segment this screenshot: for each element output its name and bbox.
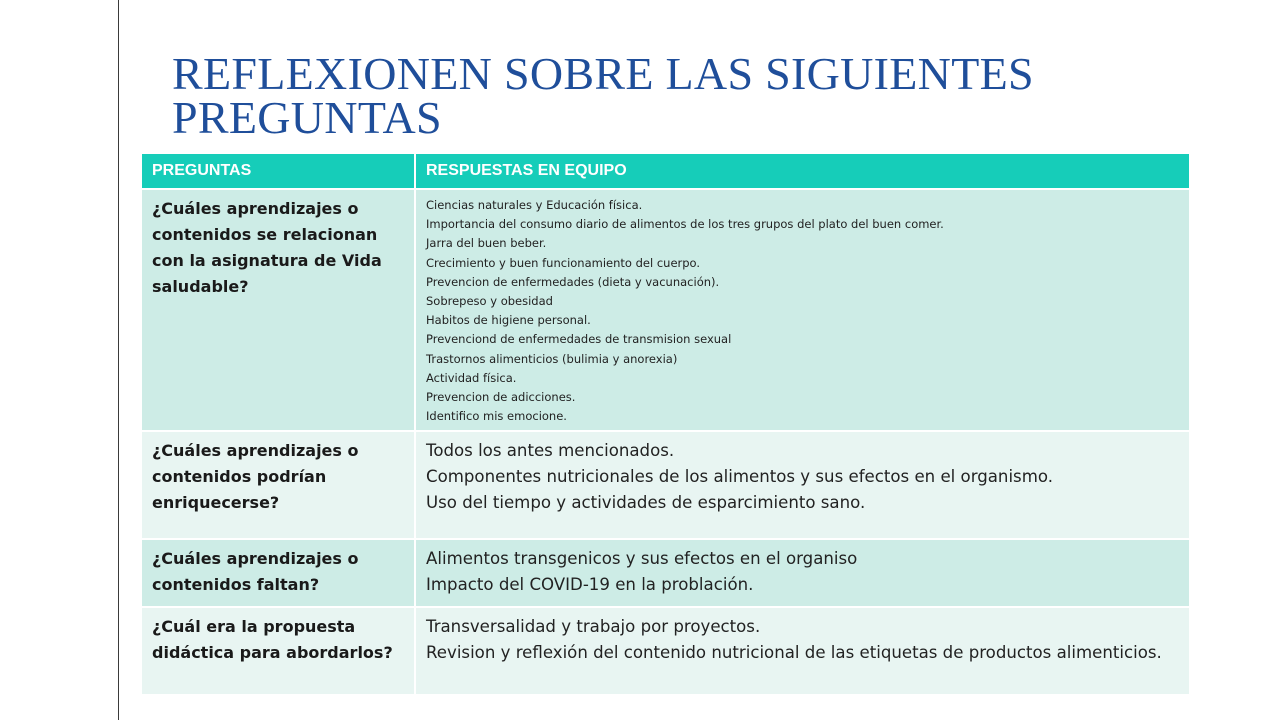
header-questions: PREGUNTAS [141, 153, 415, 189]
answer-line: Prevenciond de enfermedades de transmision sexual [426, 332, 732, 347]
answer-line: Transversalidad y trabajo por proyectos. [426, 617, 761, 637]
table-row [141, 539, 1190, 607]
answer-line: Jarra del buen beber. [426, 236, 547, 251]
answer-line: Importancia del consumo diario de alimentos de los tres grupos del plato del buen comer. [426, 217, 944, 232]
answer-line: Crecimiento y buen funcionamiento del cuerpo. [426, 255, 701, 270]
answer-line: Uso del tiempo y actividades de esparcimiento sano. [426, 493, 866, 513]
answer-line: Sobrepeso y obesidad [426, 294, 553, 309]
table-row [141, 607, 1190, 695]
answer-line: Ciencias naturales y Educación física. [426, 198, 643, 212]
question-cell: ¿Cuáles aprendizajes o contenidos se relacionan con la asignatura de Vida saludable? [141, 189, 415, 431]
answer-line: Alimentos transgenicos y sus efectos en el organiso [426, 549, 858, 569]
header-team-answers: RESPUESTAS EN EQUIPO [415, 153, 1190, 189]
answer-line: Prevencion de adicciones. [426, 390, 576, 405]
answer-line: Actividad física. [426, 370, 517, 385]
table-row [141, 431, 1190, 539]
answer-cell [415, 539, 1190, 607]
answer-line: Componentes nutricionales de los alimentos y sus efectos en el organismo. [426, 467, 1053, 487]
answer-line: Todos los antes mencionados. [426, 441, 675, 461]
answer-cell [415, 189, 1190, 431]
questions-table [140, 152, 1191, 696]
table-row [141, 189, 1190, 431]
slide-title: REFLEXIONEN SOBRE LAS SIGUIENTES PREGUNTAS [172, 48, 1034, 143]
question-cell: ¿Cuál era la propuesta didáctica para abordarlos? [141, 607, 415, 695]
answer-cell [415, 431, 1190, 539]
question-cell: ¿Cuáles aprendizajes o contenidos faltan? [141, 539, 415, 607]
slide-divider-line [118, 0, 119, 720]
answer-line: Prevencion de enfermedades (dieta y vacunación). [426, 274, 720, 289]
answer-line: Habitos de higiene personal. [426, 313, 591, 328]
answer-cell [415, 607, 1190, 695]
answer-line: Trastornos alimenticios (bulimia y anorexia) [426, 351, 678, 366]
answer-line: Identifico mis emocione. [426, 409, 567, 424]
table-header-row [141, 153, 1190, 189]
question-cell: ¿Cuáles aprendizajes o contenidos podrían enriquecerse? [141, 431, 415, 539]
answer-line: Revision y reflexión del contenido nutricional de las etiquetas de productos alimenticios. [426, 643, 1162, 663]
answer-line: Impacto del COVID-19 en la problación. [426, 575, 754, 595]
